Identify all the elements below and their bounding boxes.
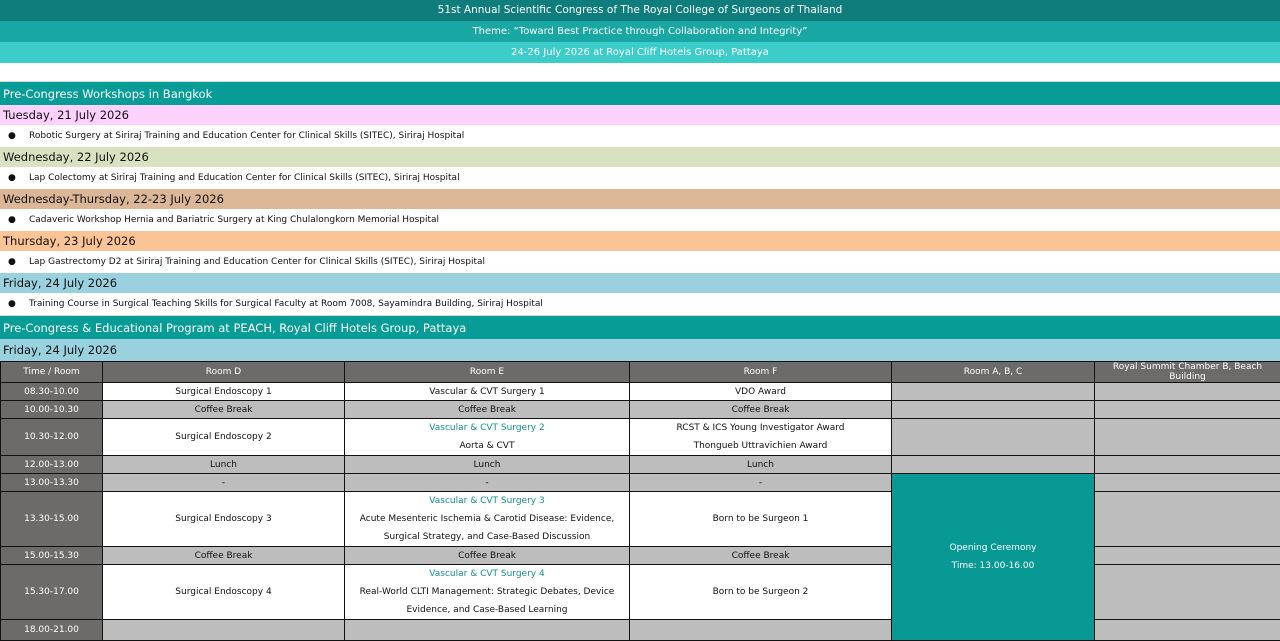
empty-cell: [892, 456, 1095, 474]
break-cell: Lunch: [630, 456, 892, 474]
col-header-room-abc: Room A, B, C: [892, 362, 1095, 383]
program-date: Friday, 24 July 2026: [0, 339, 1280, 361]
empty-cell: [630, 620, 892, 641]
bullet-icon: ●: [8, 251, 16, 273]
time-cell: 15.30-17.00: [1, 565, 103, 620]
session-title: RCST & ICS Young Investigator Award: [630, 419, 891, 437]
empty-cell: [892, 383, 1095, 401]
empty-cell: [1095, 492, 1280, 547]
session-cell: [345, 565, 630, 620]
session-cell: Surgical Endoscopy 2: [103, 419, 345, 456]
session-cell: [345, 492, 630, 547]
workshop-item: [0, 125, 1280, 147]
bullet-icon: ●: [8, 167, 16, 189]
empty-cell: [1095, 565, 1280, 620]
time-cell: 13.30-15.00: [1, 492, 103, 547]
time-cell: 13.00-13.30: [1, 474, 103, 492]
empty-cell: [1095, 419, 1280, 456]
session-topic: Acute Mesenteric Ischemia & Carotid Disease: Evidence, Surgical Strategy, and Case-Based Discussion: [345, 510, 629, 546]
table-row: [1, 419, 1280, 456]
session-topic: Real-World CLTI Management: Strategic Debates, Device Evidence, and Case-Based Learning: [345, 583, 629, 619]
col-header-room-d: Room D: [103, 362, 345, 383]
workshop-item: [0, 251, 1280, 273]
opening-ceremony-title: Opening Ceremony: [892, 539, 1094, 557]
spacer: [0, 63, 1280, 81]
col-header-royal-summit: Royal Summit Chamber B, Beach Building: [1095, 362, 1280, 383]
time-cell: 10.00-10.30: [1, 401, 103, 419]
session-title: Vascular & CVT Surgery 4: [345, 565, 629, 583]
session-topic: Aorta & CVT: [345, 437, 629, 455]
workshop-date: Tuesday, 21 July 2026: [0, 105, 1280, 125]
session-title: Thongueb Uttravichien Award: [630, 437, 891, 455]
program-section-title: Pre-Congress & Educational Program at PEACH, Royal Cliff Hotels Group, Pattaya: [0, 315, 1280, 339]
schedule-header-row: [1, 362, 1280, 383]
workshop-date: Wednesday-Thursday, 22-23 July 2026: [0, 189, 1280, 209]
break-cell: Coffee Break: [103, 547, 345, 565]
col-header-room-f: Room F: [630, 362, 892, 383]
break-cell: Coffee Break: [630, 547, 892, 565]
break-cell: Coffee Break: [345, 401, 630, 419]
empty-cell: [892, 419, 1095, 456]
empty-cell: [1095, 456, 1280, 474]
workshop-item-text: Lap Gastrectomy D2 at Siriraj Training and Education Center for Clinical Skills (SITEC), Siriraj Hospital: [29, 251, 485, 273]
workshop-date: Thursday, 23 July 2026: [0, 231, 1280, 251]
workshop-item-text: Training Course in Surgical Teaching Skills for Surgical Faculty at Room 7008, Sayamindra Building, Siriraj Hospital: [29, 293, 543, 315]
col-header-room-e: Room E: [345, 362, 630, 383]
session-cell: Born to be Surgeon 2: [630, 565, 892, 620]
schedule-table: [0, 361, 1280, 641]
workshop-item: [0, 167, 1280, 189]
empty-cell: [1095, 547, 1280, 565]
table-row: [1, 474, 1280, 492]
pre-congress-section-title: Pre-Congress Workshops in Bangkok: [0, 81, 1280, 105]
empty-cell: [1095, 383, 1280, 401]
break-cell: Lunch: [345, 456, 630, 474]
col-header-time: Time / Room: [1, 362, 103, 383]
opening-ceremony-cell: [892, 474, 1095, 641]
session-cell: Surgical Endoscopy 3: [103, 492, 345, 547]
workshop-item: [0, 293, 1280, 315]
workshop-item: [0, 209, 1280, 231]
session-cell: [345, 419, 630, 456]
empty-cell: [1095, 401, 1280, 419]
workshop-item-text: Lap Colectomy at Siriraj Training and Education Center for Clinical Skills (SITEC), Siriraj Hospital: [29, 167, 460, 189]
time-cell: 08.30-10.00: [1, 383, 103, 401]
empty-cell: [892, 401, 1095, 419]
workshop-item-text: Cadaveric Workshop Hernia and Bariatric Surgery at King Chulalongkorn Memorial Hospital: [29, 209, 439, 231]
workshop-date: Wednesday, 22 July 2026: [0, 147, 1280, 167]
empty-cell: [345, 620, 630, 641]
break-cell: Coffee Break: [345, 547, 630, 565]
session-cell: Surgical Endoscopy 4: [103, 565, 345, 620]
congress-title: 51st Annual Scientific Congress of The Royal College of Surgeons of Thailand: [0, 0, 1280, 21]
time-cell: 10.30-12.00: [1, 419, 103, 456]
congress-dates: 24-26 July 2026 at Royal Cliff Hotels Group, Pattaya: [0, 42, 1280, 63]
time-cell: 12.00-13.00: [1, 456, 103, 474]
session-cell: Vascular & CVT Surgery 1: [345, 383, 630, 401]
session-cell: [630, 419, 892, 456]
dash-cell: -: [630, 474, 892, 492]
empty-cell: [1095, 620, 1280, 641]
congress-theme: Theme: “Toward Best Practice through Collaboration and Integrity”: [0, 21, 1280, 42]
session-cell: VDO Award: [630, 383, 892, 401]
table-row: [1, 456, 1280, 474]
dash-cell: -: [103, 474, 345, 492]
session-title: Vascular & CVT Surgery 2: [345, 419, 629, 437]
bullet-icon: ●: [8, 209, 16, 231]
bullet-icon: ●: [8, 125, 16, 147]
empty-cell: [1095, 474, 1280, 492]
session-title: Vascular & CVT Surgery 3: [345, 492, 629, 510]
opening-ceremony-time: Time: 13.00-16.00: [892, 557, 1094, 575]
table-row: [1, 383, 1280, 401]
bullet-icon: ●: [8, 293, 16, 315]
workshop-item-text: Robotic Surgery at Siriraj Training and Education Center for Clinical Skills (SITEC), Siriraj Hospital: [29, 125, 464, 147]
time-cell: 15.00-15.30: [1, 547, 103, 565]
break-cell: Coffee Break: [630, 401, 892, 419]
dash-cell: -: [345, 474, 630, 492]
session-cell: Born to be Surgeon 1: [630, 492, 892, 547]
session-cell: Surgical Endoscopy 1: [103, 383, 345, 401]
break-cell: Coffee Break: [103, 401, 345, 419]
time-cell: 18.00-21.00: [1, 620, 103, 641]
workshop-date: Friday, 24 July 2026: [0, 273, 1280, 293]
empty-cell: [103, 620, 345, 641]
table-row: [1, 401, 1280, 419]
break-cell: Lunch: [103, 456, 345, 474]
